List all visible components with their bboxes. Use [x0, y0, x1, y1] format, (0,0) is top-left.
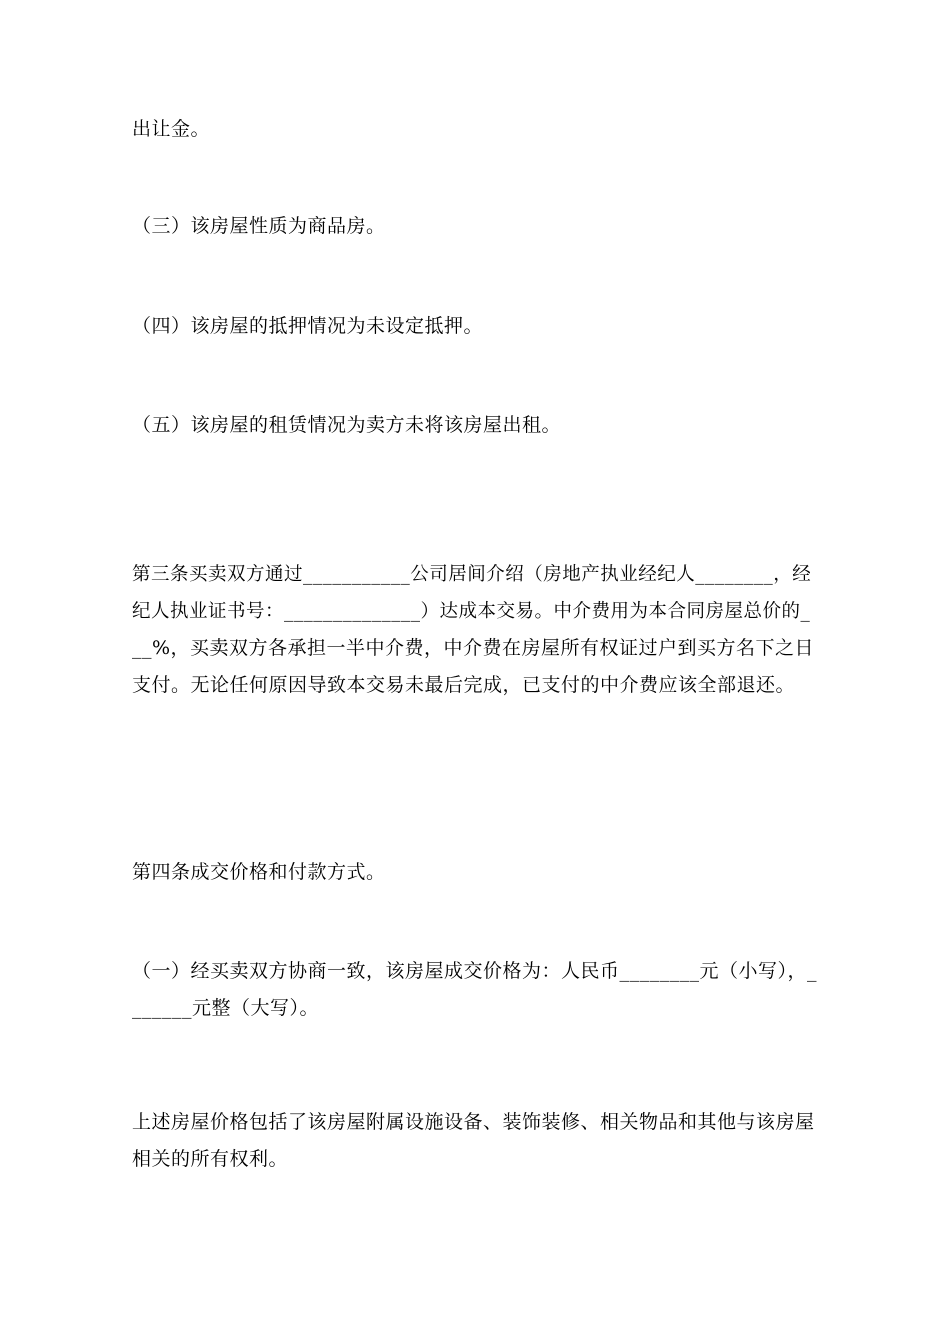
paragraph-article-four-heading: [132, 854, 822, 891]
text-line: 第三条买卖双方通过___________公司居间介绍（房地产执业经纪人________，经: [132, 564, 812, 585]
text-line: 第四条成交价格和付款方式。: [132, 861, 386, 883]
text-line: 上述房屋价格包括了该房屋附属设施设备、装饰装修、相关物品和其他与该房屋: [132, 1111, 815, 1133]
paragraph-land-fee-end: [132, 111, 822, 148]
text-line: 纪人执业证书号：______________）达成本交易。中介费用为本合同房屋总价的_: [132, 601, 811, 622]
text-line: 相关的所有权利。: [132, 1148, 289, 1170]
paragraph-transaction-price: [132, 953, 822, 1027]
text-line: 支付。无论任何原因导致本交易未最后完成，已支付的中介费应该全部退还。: [132, 674, 796, 696]
text-line: __%，买卖双方各承担一半中介费，中介费在房屋所有权证过户到买方名下之日: [132, 637, 815, 659]
paragraph-price-inclusions: [132, 1104, 822, 1178]
text-line: （五）该房屋的租赁情况为卖方未将该房屋出租。: [132, 414, 562, 436]
paragraph-mortgage-status: [132, 308, 822, 345]
text-line: ______元整（大写）。: [132, 997, 320, 1019]
text-line: （一）经买卖双方协商一致，该房屋成交价格为：人民币________元（小写），_: [132, 960, 818, 982]
text-line: （三）该房屋性质为商品房。: [132, 215, 386, 237]
paragraph-lease-status: [132, 407, 822, 444]
paragraph-property-nature: [132, 208, 822, 245]
text-line: 出让金。: [132, 118, 211, 140]
text-line: （四）该房屋的抵押情况为未设定抵押。: [132, 315, 484, 337]
paragraph-article-three-agency: [132, 556, 822, 704]
